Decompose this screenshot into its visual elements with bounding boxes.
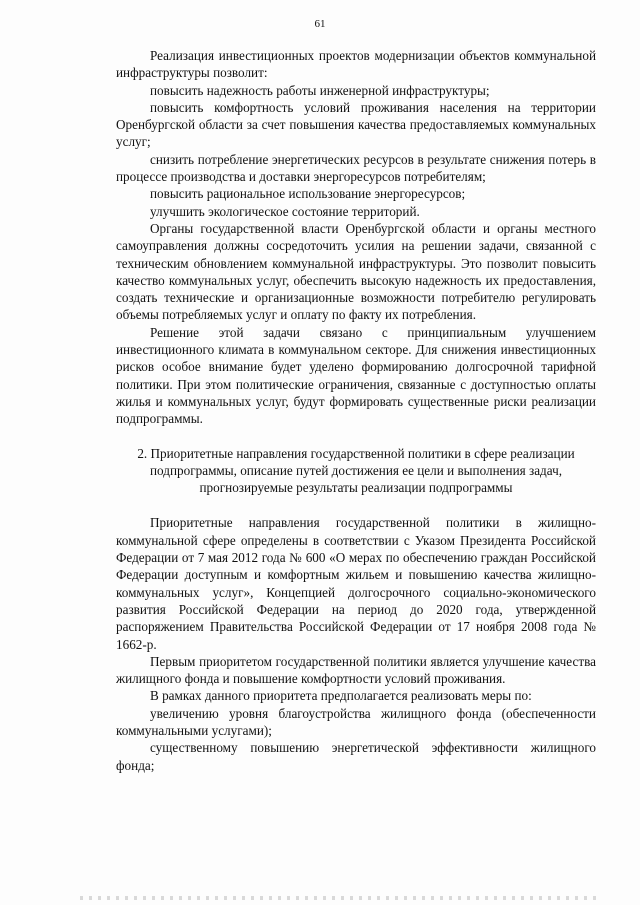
list-item: повысить рациональное использование энергоресурсов; xyxy=(150,186,466,202)
page-number: 61 xyxy=(314,18,326,30)
paragraph: Органы государственной власти Оренбургской области и органы местного самоуправления должны сосредоточить усилия на решении задачи, связанной с техническим обновлением коммунальной инфраструктуры. Это позволит повысить качество коммунальных услуг, обеспечить высокую надежность их предоставления, создать технические и организационные возможности потребителю регулировать объемы потребляемых услуг и оплату по факту их потребления. xyxy=(116,220,596,323)
paragraph: В рамках данного приоритета предполагается реализовать меры по: xyxy=(150,688,532,704)
paragraph: Решение этой задачи связано с принципиальным улучшением инвестиционного климата в коммунальном секторе. Для снижения инвестиционных рисков особое внимание будет уделено формированию долгосрочной тарифной политики. При этом политические ограничения, связанные с доступностью оплаты жилья и коммунальных услуг, будут формировать существенные риски реализации подпрограммы. xyxy=(116,324,596,427)
list-item: существенному повышению энергетической эффективности жилищного фонда; xyxy=(116,740,596,773)
list-item: снизить потребление энергетических ресурсов в результате снижения потерь в процессе производства и доставки энергоресурсов потребителям; xyxy=(116,151,596,185)
document-body xyxy=(116,47,596,774)
section-heading: 2. Приоритетные направления государственной политики в сфере реализации подпрограммы, описание путей достижения ее цели и выполнения задач, прогнозируемые результаты реализации подпрограммы xyxy=(137,445,575,496)
list-item: увеличению уровня благоустройства жилищного фонда (обеспеченности коммунальными услугами); xyxy=(116,705,596,738)
paragraph: Реализация инвестиционных проектов модернизации объектов коммунальной инфраструктуры позволит: xyxy=(116,48,596,81)
scan-artifact xyxy=(80,896,600,900)
list-item: повысить надежность работы инженерной инфраструктуры; xyxy=(150,82,490,98)
paragraph: Первым приоритетом государственной политики является улучшение качества жилищного фонда и повышение комфортности условий проживания. xyxy=(116,653,596,687)
list-item: повысить комфортность условий проживания населения на территории Оренбургской области за счет повышения качества предоставляемых коммунальных услуг; xyxy=(116,99,596,150)
paragraph: Приоритетные направления государственной политики в жилищно-коммунальной сфере определены в соответствии с Указом Президента Российской Федерации от 7 мая 2012 года № 600 «О мерах по обеспечению граждан Российской Федерации доступным и комфортным жильем и повышению качества жилищно-коммунальных услуг», Концепцией долгосрочного социально-экономического развития Российской Федерации на период до 2020 года, утвержденной распоряжением Правительства Российской Федерации от 17 ноября 2008 года № 1662-р. xyxy=(116,515,596,652)
list-item: улучшить экологическое состояние территорий. xyxy=(150,203,420,219)
